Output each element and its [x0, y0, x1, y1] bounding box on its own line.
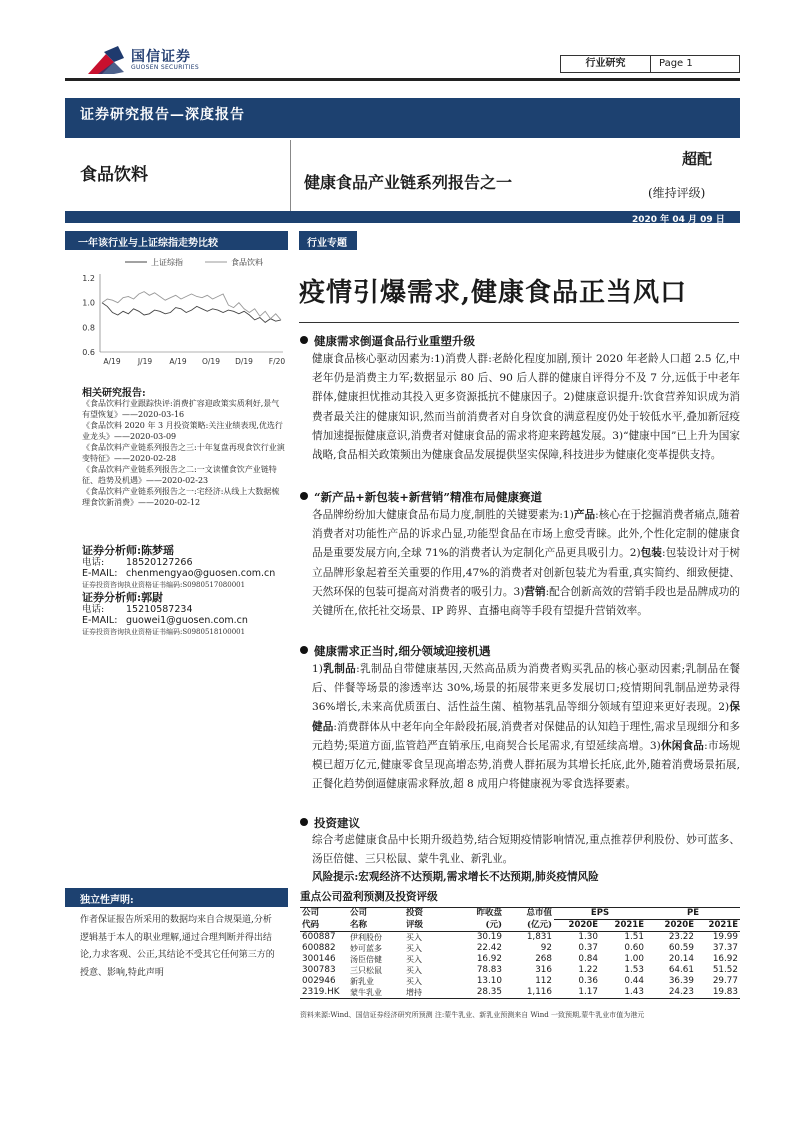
- table-cell: 买入: [406, 944, 422, 953]
- table-cell: 0.44: [624, 976, 644, 986]
- text-run: :配合创新高效的营销手段也是品牌成功的关键所在,依托社交场景、IP 跨界、直播电商等手段有望提升营销效率。: [312, 585, 740, 618]
- table-header: 代码: [300, 920, 348, 932]
- chart-legend-label: 食品饮料: [231, 258, 263, 267]
- table-cell: 112: [535, 976, 552, 986]
- text-run: :市场规模已超万亿元,健康零食呈现高增态势,消费人群拓展为其增长托底,此外,随着消费场景拓展,正餐化趋势倒逼健康需求释放,超 8 成用户将健康视为零食选择要素。: [312, 739, 741, 791]
- bullet-icon: [300, 492, 308, 500]
- report-subtitle: 健康食品产业链系列报告之一: [304, 173, 513, 192]
- divider: [290, 140, 291, 212]
- topic-tag: 行业专题: [307, 238, 347, 249]
- table-cell: 22.42: [476, 943, 502, 953]
- table-header: 总市值: [504, 908, 554, 920]
- chart-y-tick-label: 1.0: [82, 298, 95, 308]
- chart-x-tick-label: D/19: [235, 357, 253, 366]
- related-report-item: 《食品饮料 2020 年 3 月投资策略:关注业绩表现,优选行业龙头》——2020-03-09: [82, 421, 283, 441]
- header-rule: [65, 78, 740, 81]
- table-cell: 妙可蓝多: [350, 944, 382, 953]
- table-cell: 16.92: [712, 954, 738, 964]
- text-run: :消费群体从中老年向全年龄段拓展,消费者对保健品的认知趋于理性,需求呈现细分和多元趋势;渠道方面,监管趋严直销承压,电商契合长尾需求,有望延续高增。3): [312, 720, 741, 752]
- related-reports-title: 相关研究报告:: [82, 388, 146, 399]
- table-cell: 29.77: [712, 976, 738, 986]
- rating: 超配: [682, 150, 713, 168]
- keyword: 营销: [524, 585, 546, 598]
- table-cell: 51.52: [712, 965, 738, 975]
- chart-x-tick-label: F/20: [268, 357, 286, 366]
- table-header-row: [300, 908, 740, 920]
- table-cell: 买入: [406, 955, 422, 964]
- company-name: 国信证券: [131, 49, 191, 65]
- disclaimer-text: 作者保证报告所采用的数据均来自合规渠道,分析逻辑基于本人的职业理解,通过合理判断并得出结论,力求客观、公正,其结论不受其它任何第三方的授意、影响,特此声明: [80, 915, 275, 978]
- analyst-2-email: E-MAIL: guowei1@guosen.com.cn: [82, 615, 248, 626]
- text-run: :核心在于挖掘消费者痛点,随着消费者对功能性产品的诉求凸显,功能型食品在市场上愈受青睐。此外,个性化定制的健康食品是重要发展方向,全球 71%的消费者认为定制化产品更具吸引力。2): [312, 509, 741, 560]
- related-report-item: 《食品饮料行业跟踪快评:消费扩容迎政策实质利好,景气有望恢复》——2020-03-16: [82, 399, 280, 419]
- bullet-icon: [300, 336, 308, 344]
- chart-y-tick-label: 0.6: [82, 348, 95, 357]
- analyst-1-tel: 电话: 18520127266: [82, 557, 193, 568]
- table-cell: 1.00: [624, 954, 644, 964]
- table-cell: 增持: [404, 987, 454, 999]
- analyst-1-email: E-MAIL: chenmengyao@guosen.com.cn: [82, 568, 276, 579]
- text-run: 1): [312, 663, 323, 675]
- table-row: [300, 965, 740, 976]
- table-cell: 买入: [406, 977, 422, 986]
- table-cell: 0.60: [624, 943, 644, 953]
- section-heading: 健康需求正当时,细分领域迎接机遇: [300, 643, 491, 659]
- text-run: :包装设计对于树立品牌形象起着至关重要的作用,47%的消费者对创新包装尤为看重,真实简约、细致便捷、天然环保的包装可提高对消费者的吸引力。3): [312, 547, 741, 598]
- table-cell: 64.61: [668, 965, 694, 975]
- section-heading: “新产品+新包装+新营销”精准布局健康赛道: [300, 489, 542, 505]
- text-run: 各品牌纷纷加大健康食品布局力度,制胜的关键要素为:1): [312, 509, 574, 521]
- table-row: [300, 932, 740, 944]
- disclaimer-title: 独立性声明:: [80, 895, 134, 906]
- header-info-box: [560, 55, 740, 73]
- chart-y-tick-label: 0.8: [82, 323, 95, 333]
- table-cell: 92: [540, 943, 552, 953]
- table-cell: 新乳业: [350, 977, 374, 986]
- table-row: [300, 954, 740, 965]
- table-cell: 60.59: [668, 943, 694, 953]
- table-header: 2021E: [696, 920, 740, 932]
- table-cell: 16.92: [476, 954, 502, 964]
- chart-x-tick-label: A/19: [169, 357, 187, 366]
- table-cell: 1.30: [578, 932, 598, 942]
- related-report-item: 《食品饮料产业链系列报告之一:宅经济:从线上大数据梳理食饮新消费》——2020-02-12: [82, 487, 280, 507]
- section-body: 综合考虑健康食品中长期升级趋势,结合短期疫情影响情况,重点推荐伊利股份、妙可蓝多、汤臣倍健、三只松鼠、蒙牛乳业、新乳业。: [312, 834, 740, 866]
- table-cell: 1.51: [624, 932, 644, 942]
- analyst-1-cert: 证券投资咨询执业资格证书编码:S0980517080001: [82, 581, 246, 589]
- table-cell: 316: [535, 965, 552, 975]
- table-cell: 买入: [406, 933, 422, 942]
- table-cell: 1,116: [504, 987, 554, 999]
- page-number: Page 1: [659, 58, 693, 69]
- table-cell: 买入: [406, 966, 422, 975]
- table-cell: 002946: [302, 976, 336, 986]
- table-cell: 1.43: [600, 987, 646, 999]
- table-cell: 20.14: [668, 954, 694, 964]
- analyst-2-cert: 证券投资咨询执业资格证书编码:S0980518100001: [82, 628, 246, 636]
- table-cell: 13.10: [476, 976, 502, 986]
- table-row: [300, 943, 740, 954]
- table-header: 名称: [348, 920, 404, 932]
- table-header: (元): [454, 920, 504, 932]
- report-date: 2020 年 04 月 09 日: [632, 215, 725, 225]
- table-cell: 19.99: [712, 932, 738, 942]
- bullet-icon: [300, 646, 308, 654]
- table-header: 公司: [348, 908, 404, 920]
- table-header: PE: [646, 908, 740, 920]
- chart-y-tick-label: 1.2: [82, 274, 95, 283]
- table-header: 公司: [300, 908, 348, 920]
- table-cell: 1.53: [624, 965, 644, 975]
- table-row: [300, 987, 740, 999]
- section-body: 健康食品核心驱动因素为:1)消费人群:老龄化程度加剧,预计 2020 年老龄人口超 2.5 亿,中老年仍是消费主力军;数据显示 80 后、90 后人群的健康自评得分不及 7 分,远低于中老年群体,健康担忧推动其投入更多资源抵抗不健康因子。2)健康意识提升:饮食营养知识成为消费者最关注的健康知识,然而当前消费者对自身饮食的满意程度仍处于较低水平,叠加新冠疫情加速提振健康意识,消费者对健康食品的需求将迎来跨越发展。3)“健康中国”已上升为国家战略,食品相关政策频出为健康食品发展提供坚实保障,科技进步为健康化变革提供支持。: [312, 353, 740, 462]
- analyst-2-tel: 电话: 15210587234: [82, 604, 193, 615]
- table-row: [300, 976, 740, 987]
- table-cell: 19.83: [696, 987, 740, 999]
- table-cell: 1.17: [554, 987, 600, 999]
- trend-chart: [65, 252, 290, 372]
- bullet-icon: [300, 818, 308, 826]
- risk-warning: 风险提示:宏观经济不达预期,需求增长不达预期,肺炎疫情风险: [312, 871, 599, 883]
- table-cell: 600887: [302, 932, 336, 942]
- keyword: 包装: [640, 547, 662, 560]
- report-type: 行业研究: [561, 56, 651, 72]
- chart-series-line: [102, 303, 281, 323]
- main-title: 疫情引爆需求,健康食品正当风口: [299, 278, 688, 308]
- table-cell: 三只松鼠: [350, 966, 382, 975]
- industry-label: 食品饮料: [80, 165, 148, 185]
- table-header: 评级: [404, 920, 454, 932]
- table-cell: 伊利股份: [350, 933, 382, 942]
- table-cell: 汤臣倍健: [350, 955, 382, 964]
- table-title: 重点公司盈利预测及投资评级: [300, 891, 438, 903]
- table-cell: 0.36: [578, 976, 598, 986]
- rating-note: (维持评级): [648, 186, 706, 200]
- table-cell: 30.19: [476, 932, 502, 942]
- company-name-en: GUOSEN SECURITIES: [131, 64, 200, 71]
- banner-text: 证券研究报告—深度报告: [80, 107, 245, 123]
- chart-legend-label: 上证综指: [151, 258, 183, 267]
- table-cell: 28.35: [454, 987, 504, 999]
- section-heading: 投资建议: [300, 815, 360, 831]
- section-heading: 健康需求倒逼食品行业重塑升级: [300, 333, 475, 349]
- table-cell: 300783: [302, 965, 336, 975]
- section-body: [312, 660, 740, 794]
- title-rule: [299, 322, 739, 323]
- table-header: 2021E: [600, 920, 646, 932]
- keyword: 产品: [573, 509, 596, 521]
- related-report-item: 《食品饮料产业链系列报告之三:十年复盘再现食饮行业演变特征》——2020-02-28: [82, 443, 285, 463]
- keyword: 乳制品: [322, 663, 357, 675]
- table-cell: 蒙牛乳业: [348, 987, 404, 999]
- chart-x-tick-label: J/19: [137, 357, 153, 366]
- table-cell: 300146: [302, 954, 336, 964]
- table-header: 昨收盘: [454, 908, 504, 920]
- table-cell: 36.39: [668, 976, 694, 986]
- table-cell: 78.83: [476, 965, 502, 975]
- keyword: 保健品: [312, 701, 740, 733]
- table-cell: 600882: [302, 943, 336, 953]
- table-cell: 0.84: [578, 954, 598, 964]
- table-cell: 2319.HK: [300, 987, 348, 999]
- table-header: 2020E: [554, 920, 600, 932]
- chart-x-tick-label: A/19: [103, 357, 121, 366]
- table-cell: 1,831: [526, 932, 552, 942]
- table-header: (亿元): [504, 920, 554, 932]
- keyword: 休闲食品: [660, 739, 705, 752]
- table-header: EPS: [554, 908, 646, 920]
- table-header: 2020E: [646, 920, 696, 932]
- table-cell: 24.23: [646, 987, 696, 999]
- chart-series-line: [102, 292, 281, 320]
- table-cell: 0.37: [578, 943, 598, 953]
- table-cell: 268: [535, 954, 552, 964]
- chart-x-tick-label: O/19: [202, 357, 220, 366]
- chart-title: 一年该行业与上证综指走势比较: [78, 238, 218, 249]
- table-cell: 37.37: [712, 943, 738, 953]
- table-header: 投资: [404, 908, 454, 920]
- related-report-item: 《食品饮料产业链系列报告之二:一文读懂食饮产业链特征、趋势及机遇》——2020-02-23: [82, 465, 277, 485]
- forecast-table: [300, 907, 740, 999]
- section-body: [312, 506, 740, 621]
- text-run: :乳制品自带健康基因,天然高品质为消费者购买乳品的核心驱动因素;乳制品在餐后、伴餐等场景的渗透率达 30%,场景的拓展带来更多发展切口;疫情期间乳制品逆势录得 36%增长,未来高优质蛋白、活性益生菌、植物基乳品等细分领域有望迎来更好表现。2): [312, 663, 740, 714]
- table-source: 资料来源:Wind、国信证券经济研究所预测 注:蒙牛乳业、新乳业预测来自 Wind 一致预期,蒙牛乳业市值为港元: [300, 1011, 645, 1019]
- analyst-2-name: 证券分析师:郭尉: [82, 591, 164, 604]
- analyst-1-name: 证券分析师:陈梦瑶: [82, 544, 175, 557]
- table-header-row: [300, 920, 740, 932]
- table-cell: 1.22: [578, 965, 598, 975]
- table-cell: 23.22: [668, 932, 694, 942]
